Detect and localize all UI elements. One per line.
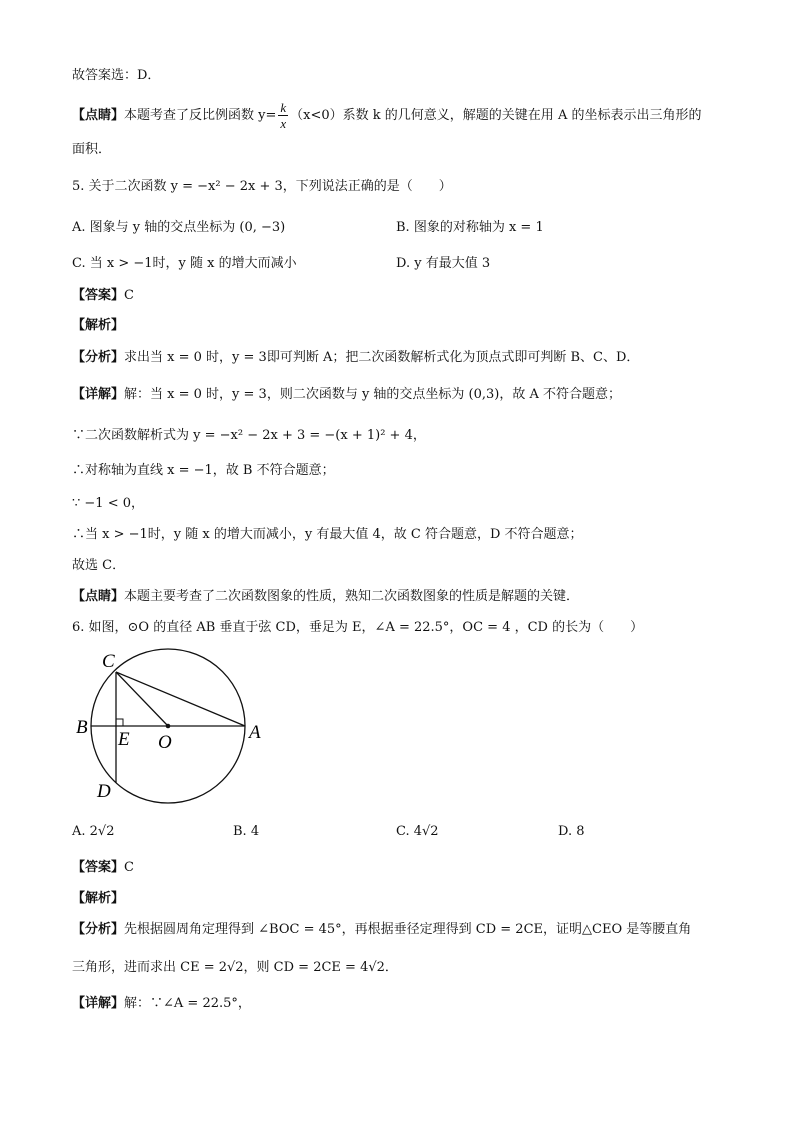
q6-option-d: D. 8	[558, 824, 585, 839]
q6-option-c: C. 4√2	[396, 824, 439, 839]
dianjing-text: 本题主要考查了二次函数图象的性质，熟知二次函数图象的性质是解题的关键．	[124, 589, 580, 604]
q5-answer	[72, 286, 134, 306]
q5-option-a: A. 图象与 y 轴的交点坐标为 (0, −3)	[72, 220, 286, 235]
fenxi-tag: 【分析】	[72, 922, 125, 937]
q5-option-c: C. 当 x > −1时，y 随 x 的增大而减小	[72, 256, 297, 271]
q5-dianjing	[72, 587, 579, 607]
circle-figure	[70, 645, 270, 810]
q6-option-a: A. 2√2	[72, 824, 115, 839]
q6-option-b: B. 4	[233, 824, 260, 839]
q6-fenxi-line2: 三角形，进而求出 CE = 2√2，则 CD = 2CE = 4√2．	[72, 960, 398, 975]
q5-option-b: B. 图象的对称轴为 x = 1	[396, 220, 544, 235]
answer-tag: 【答案】	[72, 288, 125, 303]
q5-step-3: ∵ −1 < 0，	[72, 496, 144, 511]
segment-ca	[116, 672, 245, 726]
q5-step-2: ∴对称轴为直线 x = −1，故 B 不符合题意；	[72, 463, 335, 478]
q5-step-5: 故选 C．	[72, 558, 126, 573]
q5-option-d: D. y 有最大值 3	[396, 256, 491, 271]
dianjing-tag: 【点睛】	[72, 108, 125, 123]
fenxi-tag: 【分析】	[72, 350, 125, 365]
q5-stem: 5. 关于二次函数 y = −x² − 2x + 3，下列说法正确的是（ ）	[72, 179, 452, 194]
label-a: A	[249, 722, 261, 743]
dianjing-text-pre: 本题考查了反比例函数 y=	[124, 108, 277, 123]
label-e: E	[118, 729, 130, 750]
q6-jiexi	[72, 889, 124, 909]
dianjing-tag: 【点睛】	[72, 589, 125, 604]
fenxi-text: 求出当 x = 0 时，y = 3即可判断 A；把二次函数解析式化为顶点式即可判断 B、C、D．	[124, 350, 640, 365]
q5-jiexi	[72, 316, 124, 336]
label-o: O	[158, 732, 172, 753]
label-b: B	[76, 717, 88, 738]
q6-fenxi	[72, 920, 691, 940]
fraction-denominator: x	[280, 116, 287, 131]
q5-xiangjie	[72, 385, 621, 405]
q5-fenxi	[72, 348, 639, 368]
q6-xiangjie	[72, 994, 251, 1014]
dianjing-text-mid: （x<0）系数 k 的几何意义，解题的关键在用 A 的坐标表示出三角形的	[290, 108, 702, 123]
answer-tag: 【答案】	[72, 860, 125, 875]
answer-value: C	[124, 860, 134, 875]
xiangjie-tag: 【详解】	[72, 996, 125, 1011]
dianjing-1	[72, 100, 701, 131]
label-d: D	[97, 781, 111, 802]
xiangjie-tag: 【详解】	[72, 387, 125, 402]
xiangjie-text: 解：当 x = 0 时，y = 3，则二次函数与 y 轴的交点坐标为 (0,3)，故 A 不符合题意；	[124, 387, 622, 402]
q6-answer	[72, 858, 134, 878]
fenxi-text-line1: 先根据圆周角定理得到 ∠BOC = 45°，再根据垂径定理得到 CD = 2CE，证明△CEO 是等腰直角	[124, 922, 692, 937]
segment-co	[116, 672, 168, 726]
q6-stem: 6. 如图，⊙O 的直径 AB 垂直于弦 CD，垂足为 E，∠A = 22.5°，OC = 4 ，CD 的长为（ ）	[72, 620, 644, 635]
q5-step-1: ∵二次函数解析式为 y = −x² − 2x + 3 = −(x + 1)² + 4，	[72, 428, 426, 443]
fraction-k-over-x	[278, 100, 288, 131]
jiexi-tag: 【解析】	[72, 318, 125, 333]
xiangjie-text: 解：∵∠A = 22.5°，	[124, 996, 251, 1011]
answer-value: C	[124, 288, 134, 303]
jiexi-tag: 【解析】	[72, 891, 125, 906]
q5-step-4: ∴当 x > −1时，y 随 x 的增大而减小，y 有最大值 4，故 C 符合题意，D 不符合题意；	[72, 527, 583, 542]
label-c: C	[102, 651, 115, 672]
center-point-o	[166, 724, 171, 729]
dianjing-1-line2: 面积．	[72, 142, 112, 157]
fraction-numerator: k	[280, 100, 287, 115]
answer-line-prev: 故答案选：D．	[72, 68, 161, 83]
right-angle-mark	[116, 719, 123, 726]
